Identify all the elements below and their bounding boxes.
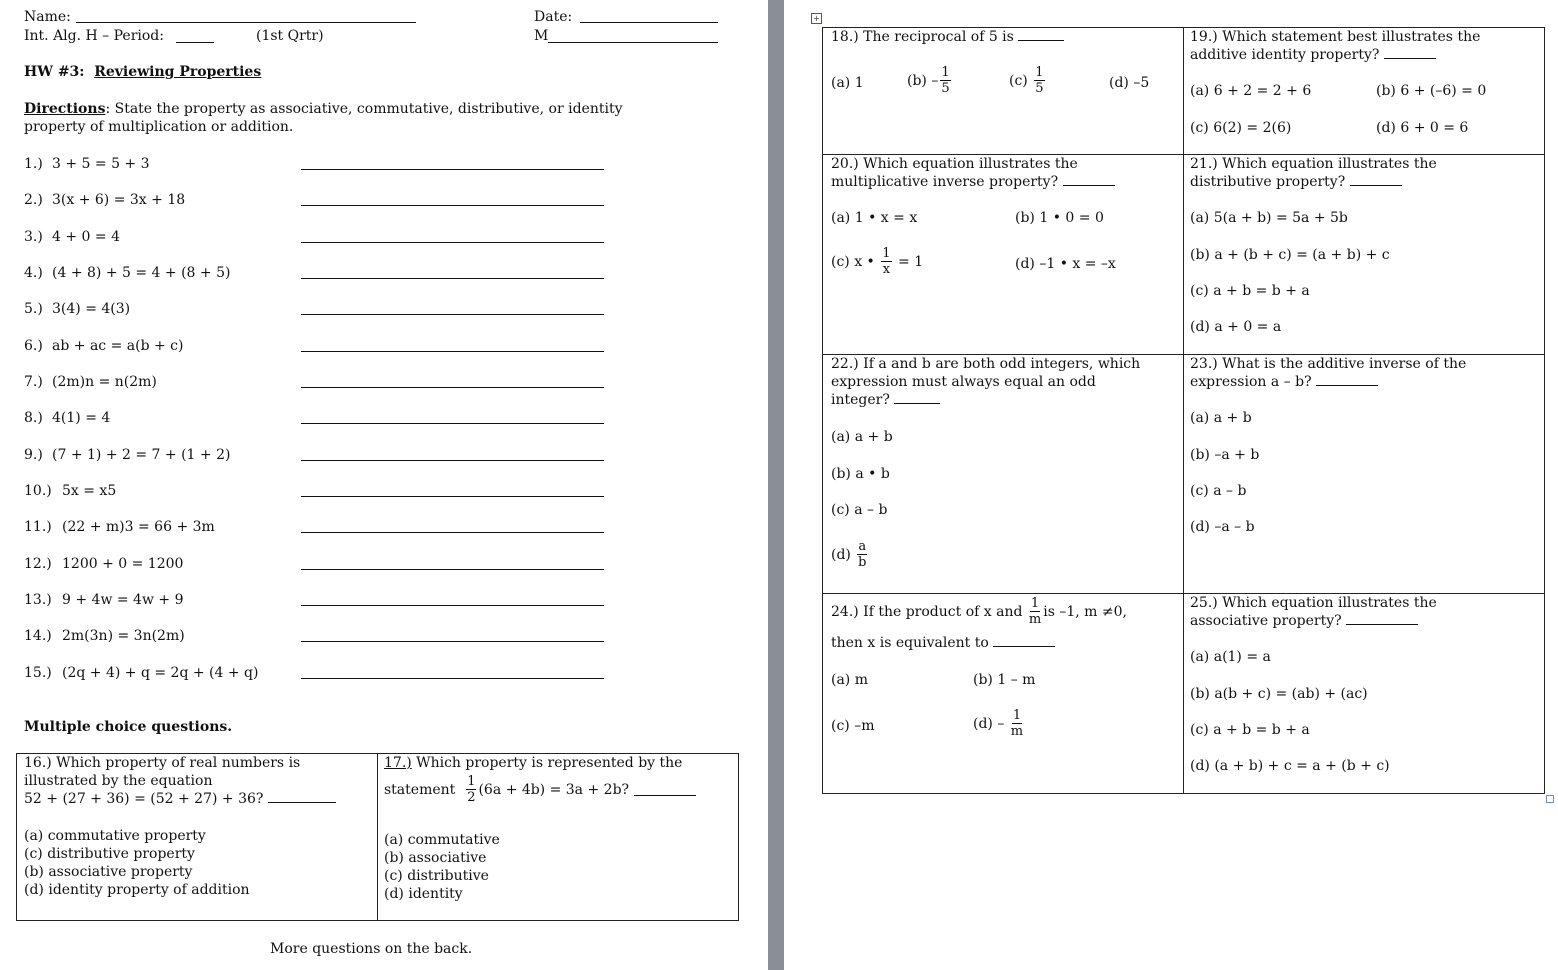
q24-line2-text: then x is equivalent to xyxy=(831,635,989,651)
q19-cell xyxy=(1184,28,1545,155)
name-blank[interactable] xyxy=(76,22,416,23)
q22-d-num: a xyxy=(858,539,867,554)
q16-line2: illustrated by the equation xyxy=(24,773,213,789)
q18-choice-b xyxy=(907,65,953,96)
q22-choice-c: (c) a – b xyxy=(831,502,888,518)
q19-choice-d: (d) 6 + 0 = 6 xyxy=(1376,120,1469,136)
q25-choice-d: (d) (a + b) + c = a + (b + c) xyxy=(1190,758,1390,774)
q18-b-label: (b) – xyxy=(907,72,939,89)
q24-f-den: m xyxy=(1028,612,1042,627)
q21-cell xyxy=(1184,155,1545,355)
q21-answer-blank[interactable] xyxy=(1350,173,1402,186)
q20-c-fraction xyxy=(881,246,891,277)
q25-answer-blank[interactable] xyxy=(1346,612,1418,625)
q17-choice-c: (c) distributive xyxy=(384,868,489,884)
q20-choice-c xyxy=(831,246,923,277)
problem-number: 2.) xyxy=(24,192,43,208)
q24-d-den: m xyxy=(1010,724,1024,739)
q20-choice-b: (b) 1 • 0 = 0 xyxy=(1015,210,1104,226)
name-label: Name: xyxy=(24,9,71,25)
q17-choice-b: (b) associative xyxy=(384,850,487,866)
q22-cell xyxy=(823,355,1184,594)
q21-line2 xyxy=(1190,173,1402,191)
q17-frac-num: 1 xyxy=(467,774,476,789)
q24-d-label: (d) – xyxy=(973,715,1005,732)
q19-choice-b: (b) 6 + (–6) = 0 xyxy=(1376,83,1487,99)
problem-expression: (22 + m)3 = 66 + 3m xyxy=(62,519,215,535)
problem-expression: 2m(3n) = 3n(2m) xyxy=(62,628,185,644)
problem-expression: 5x = x5 xyxy=(62,483,117,499)
q20-cell xyxy=(823,155,1184,355)
q22-line2: expression must always equal an odd xyxy=(831,374,1096,390)
answer-line[interactable] xyxy=(301,532,604,533)
q16-equation: 52 + (27 + 36) = (52 + 27) + 36? xyxy=(24,791,264,807)
mc-table-left xyxy=(16,753,739,921)
q18-c-num: 1 xyxy=(1035,65,1044,80)
q17-line2 xyxy=(384,774,696,805)
answer-line[interactable] xyxy=(301,242,604,243)
q19-choice-c: (c) 6(2) = 2(6) xyxy=(1190,120,1292,136)
q18-choice-a: (a) 1 xyxy=(831,75,864,91)
q18-choice-c xyxy=(1009,65,1047,96)
q23-line2 xyxy=(1190,373,1378,391)
q24-choice-d xyxy=(973,708,1025,739)
q20-c-num: 1 xyxy=(882,246,891,261)
q16-cell xyxy=(17,754,378,921)
q24-post: is –1, m ≠0, xyxy=(1043,603,1127,620)
q22-choice-d xyxy=(831,539,869,570)
directions xyxy=(24,100,622,118)
q22-d-label: (d) xyxy=(831,546,851,563)
page-left xyxy=(0,0,768,970)
q18-c-label: (c) xyxy=(1009,72,1028,89)
problem-number: 6.) xyxy=(24,338,43,354)
q16-choice-b: (b) associative property xyxy=(24,864,193,880)
q24-choice-c: (c) –m xyxy=(831,718,875,734)
problem-number: 10.) xyxy=(24,483,52,499)
q20-choice-d: (d) –1 • x = –x xyxy=(1015,256,1116,272)
q25-cell xyxy=(1184,594,1545,794)
class-label: Int. Alg. H – Period: xyxy=(24,28,164,44)
q23-choice-d: (d) –a – b xyxy=(1190,519,1255,535)
q17-answer-blank[interactable] xyxy=(634,783,696,796)
q21-choice-d: (d) a + 0 = a xyxy=(1190,319,1282,335)
problem-expression: (7 + 1) + 2 = 7 + (1 + 2) xyxy=(52,447,231,463)
answer-line[interactable] xyxy=(301,641,604,642)
q19-answer-blank[interactable] xyxy=(1384,46,1436,59)
table-resize-handle-icon[interactable] xyxy=(1546,795,1554,803)
q23-choice-b: (b) –a + b xyxy=(1190,447,1260,463)
problem-number: 15.) xyxy=(24,665,52,681)
q24-fraction xyxy=(1029,596,1041,627)
q18-choice-d: (d) –5 xyxy=(1109,75,1150,91)
q20-choice-a: (a) 1 • x = x xyxy=(831,210,918,226)
q21-choice-a: (a) 5(a + b) = 5a + 5b xyxy=(1190,210,1348,226)
q19-line1: 19.) Which statement best illustrates the xyxy=(1190,29,1481,45)
q20-answer-blank[interactable] xyxy=(1063,173,1115,186)
answer-line[interactable] xyxy=(301,569,604,570)
problem-expression: 4(1) = 4 xyxy=(52,410,111,426)
q16-choice-d: (d) identity property of addition xyxy=(24,882,250,898)
problem-expression: (2m)n = n(2m) xyxy=(52,374,157,390)
directions-line2: property of multiplication or addition. xyxy=(24,119,294,135)
problem-expression: 3(x + 6) = 3x + 18 xyxy=(52,192,186,208)
q24-d-fraction xyxy=(1011,708,1023,739)
problem-number: 8.) xyxy=(24,410,43,426)
q17-choice-a: (a) commutative xyxy=(384,832,500,848)
q17-expression: (6a + 4b) = 3a + 2b? xyxy=(478,781,630,798)
q22-line3-text: integer? xyxy=(831,392,890,408)
q20-line2-text: multiplicative inverse property? xyxy=(831,174,1059,190)
q16-answer-blank[interactable] xyxy=(268,790,336,803)
problem-number: 3.) xyxy=(24,229,43,245)
q24-answer-blank[interactable] xyxy=(993,634,1055,647)
q17-frac-den: 2 xyxy=(467,790,476,805)
q23-line2-text: expression a – b? xyxy=(1190,374,1312,390)
answer-line[interactable] xyxy=(301,605,604,606)
q22-choice-a: (a) a + b xyxy=(831,429,893,445)
problem-expression: 4 + 0 = 4 xyxy=(52,229,120,245)
problem-expression: (4 + 8) + 5 = 4 + (8 + 5) xyxy=(52,265,231,281)
q23-choice-c: (c) a – b xyxy=(1190,483,1247,499)
problem-expression: 3 + 5 = 5 + 3 xyxy=(52,156,150,172)
answer-line[interactable] xyxy=(301,460,604,461)
q24-d-num: 1 xyxy=(1012,708,1022,723)
problem-number: 4.) xyxy=(24,265,43,281)
table-move-handle-icon[interactable]: + xyxy=(811,13,822,24)
problem-number: 13.) xyxy=(24,592,52,608)
q17-stem: Which property is represented by the xyxy=(411,755,683,771)
q22-answer-blank[interactable] xyxy=(894,391,940,404)
q24-line1 xyxy=(831,596,1127,627)
q21-choice-c: (c) a + b = b + a xyxy=(1190,283,1310,299)
q20-line1: 20.) Which equation illustrates the xyxy=(831,156,1078,172)
problem-expression: 3(4) = 4(3) xyxy=(52,301,131,317)
q21-line2-text: distributive property? xyxy=(1190,174,1346,190)
answer-line[interactable] xyxy=(301,423,604,424)
q20-c-den: x xyxy=(882,262,891,277)
m-label: M xyxy=(534,28,549,44)
title-main: Reviewing Properties xyxy=(94,64,262,80)
q25-line1: 25.) Which equation illustrates the xyxy=(1190,595,1437,611)
q24-choice-a: (a) m xyxy=(831,672,868,688)
q18-b-den: 5 xyxy=(941,81,950,96)
problem-number: 12.) xyxy=(24,556,52,572)
q23-cell xyxy=(1184,355,1545,594)
q18-stem xyxy=(831,28,1064,46)
quarter-label: (1st Qrtr) xyxy=(256,28,324,44)
title-prefix: HW #3: xyxy=(24,64,85,80)
q23-choice-a: (a) a + b xyxy=(1190,410,1252,426)
problem-number: 14.) xyxy=(24,628,52,644)
answer-line[interactable] xyxy=(301,314,604,315)
problem-number: 5.) xyxy=(24,301,43,317)
problem-number: 9.) xyxy=(24,447,43,463)
page-gutter xyxy=(768,0,784,970)
q24-choice-b: (b) 1 – m xyxy=(973,672,1036,688)
q19-choice-a: (a) 6 + 2 = 2 + 6 xyxy=(1190,83,1312,99)
page-right xyxy=(784,0,1558,970)
answer-line[interactable] xyxy=(301,205,604,206)
answer-line[interactable] xyxy=(301,387,604,388)
q17-number: 17.) xyxy=(384,755,412,771)
q22-choice-b: (b) a • b xyxy=(831,466,890,482)
q17-statement-label: statement xyxy=(384,781,456,798)
q18-c-fraction xyxy=(1034,65,1044,96)
q21-choice-b: (b) a + (b + c) = (a + b) + c xyxy=(1190,247,1390,263)
q24-line2 xyxy=(831,634,1055,652)
q25-choice-c: (c) a + b = b + a xyxy=(1190,722,1310,738)
date-label: Date: xyxy=(534,9,573,25)
q25-choice-b: (b) a(b + c) = (ab) + (ac) xyxy=(1190,686,1368,702)
q18-cell xyxy=(823,28,1184,155)
q22-d-fraction xyxy=(857,539,867,570)
q23-answer-blank[interactable] xyxy=(1316,373,1378,386)
q17-fraction xyxy=(466,774,476,805)
q18-c-den: 5 xyxy=(1035,81,1044,96)
q24-f-num: 1 xyxy=(1030,596,1040,611)
answer-line[interactable] xyxy=(301,351,604,352)
mc-heading: Multiple choice questions. xyxy=(24,719,233,735)
q25-line2 xyxy=(1190,612,1418,630)
directions-label: Directions xyxy=(24,101,106,117)
q23-line1: 23.) What is the additive inverse of the xyxy=(1190,356,1467,372)
problem-number: 1.) xyxy=(24,156,43,172)
problem-expression: 9 + 4w = 4w + 9 xyxy=(62,592,184,608)
q19-line2 xyxy=(1190,46,1436,64)
q18-b-fraction xyxy=(940,65,950,96)
q18-b-num: 1 xyxy=(941,65,950,80)
m-blank[interactable] xyxy=(548,42,718,43)
date-blank[interactable] xyxy=(580,22,718,23)
problem-number: 11.) xyxy=(24,519,52,535)
problem-number: 7.) xyxy=(24,374,43,390)
q20-line2 xyxy=(831,173,1115,191)
q18-answer-blank[interactable] xyxy=(1018,28,1064,41)
answer-line[interactable] xyxy=(301,496,604,497)
q17-choice-d: (d) identity xyxy=(384,886,463,902)
q16-choice-c: (c) distributive property xyxy=(24,846,195,862)
q22-line1: 22.) If a and b are both odd integers, which xyxy=(831,356,1141,372)
q21-line1: 21.) Which equation illustrates the xyxy=(1190,156,1437,172)
q25-choice-a: (a) a(1) = a xyxy=(1190,649,1271,665)
footer-note: More questions on the back. xyxy=(270,941,473,957)
period-blank[interactable] xyxy=(176,42,214,43)
q24-cell xyxy=(823,594,1184,794)
problem-expression: ab + ac = a(b + c) xyxy=(52,338,184,354)
problem-expression: (2q + 4) + q = 2q + (4 + q) xyxy=(62,665,259,681)
answer-line[interactable] xyxy=(301,678,604,679)
q24-pre: 24.) If the product of x and xyxy=(831,603,1023,620)
q17-cell xyxy=(378,754,739,921)
mc-table-right xyxy=(822,27,1545,794)
q25-line2-text: associative property? xyxy=(1190,613,1342,629)
q18-stem-text: 18.) The reciprocal of 5 is xyxy=(831,29,1014,45)
q16-line3 xyxy=(24,790,336,808)
directions-line1: : State the property as associative, commutative, distributive, or identity xyxy=(105,101,623,117)
page-title xyxy=(24,63,261,81)
answer-line[interactable] xyxy=(301,169,604,170)
q22-line3 xyxy=(831,391,940,409)
q20-c-pre: (c) x • xyxy=(831,253,875,270)
q16-line1: 16.) Which property of real numbers is xyxy=(24,755,301,771)
answer-line[interactable] xyxy=(301,278,604,279)
problem-expression: 1200 + 0 = 1200 xyxy=(62,556,184,572)
q22-d-den: b xyxy=(858,555,867,570)
q20-c-post: = 1 xyxy=(898,253,924,270)
q16-choice-a: (a) commutative property xyxy=(24,828,206,844)
q19-line2-text: additive identity property? xyxy=(1190,47,1380,63)
q17-line1 xyxy=(384,754,682,772)
